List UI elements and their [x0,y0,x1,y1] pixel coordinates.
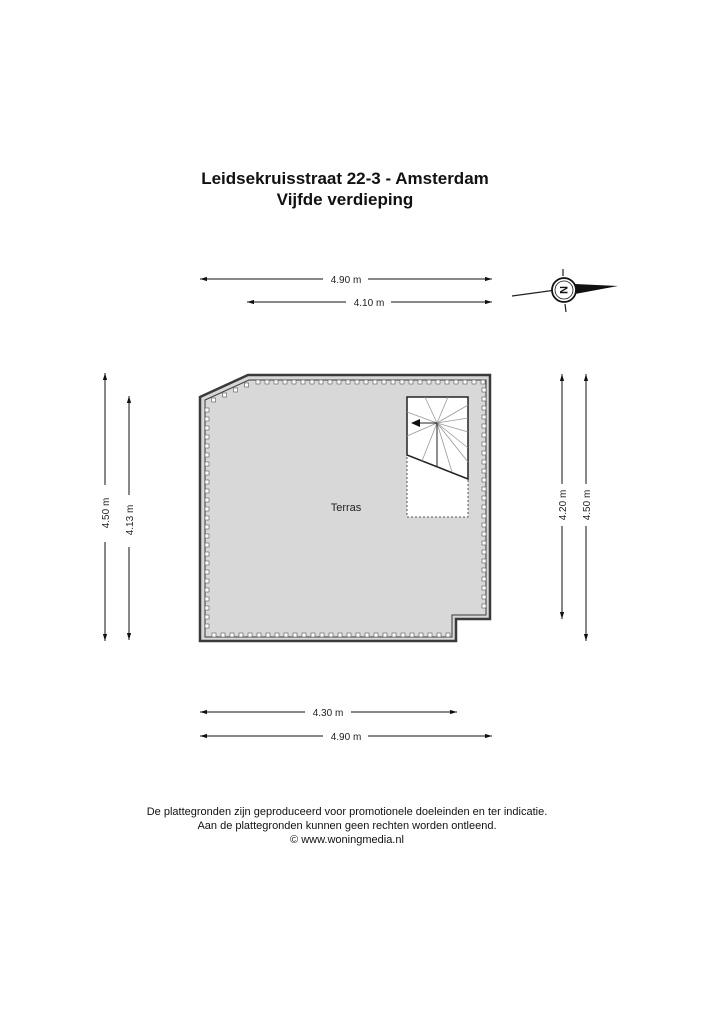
north-arrow-icon [512,269,618,312]
plan-title: Leidsekruisstraat 22-3 - Amsterdam [201,169,489,188]
disclaimer-line-2: Aan de plattegronden kunnen geen rechten worden ontleend. [197,820,497,832]
copyright-link[interactable]: © www.woningmedia.nl [290,834,404,846]
compass-label: N [557,286,569,294]
svg-text:4.50 m: 4.50 m [101,497,112,529]
disclaimer-line-1: De plattegronden zijn geproduceerd voor promotionele doeleinden en ter indicatie. [146,806,548,818]
svg-text:4.13 m: 4.13 m [125,504,136,536]
dimension-bottom-outer [200,732,492,743]
staircase [407,397,468,517]
dimension-top-inner [247,298,492,309]
dimension-right-inner [558,374,569,619]
svg-text:4.90 m: 4.90 m [330,275,362,286]
dimension-left-outer [101,373,112,641]
svg-text:4.90 m: 4.90 m [330,732,362,743]
dimension-right-outer [582,374,593,641]
dimension-top-outer [200,275,492,286]
svg-text:4.50 m: 4.50 m [582,489,593,521]
dimension-left-inner [125,396,136,640]
room-label-terras: Terras [330,502,362,514]
floor-subtitle: Vijfde verdieping [276,190,414,209]
dimension-bottom-inner [200,708,457,719]
svg-text:4.10 m: 4.10 m [353,298,385,309]
svg-text:4.20 m: 4.20 m [558,489,569,521]
svg-text:4.30 m: 4.30 m [312,708,344,719]
